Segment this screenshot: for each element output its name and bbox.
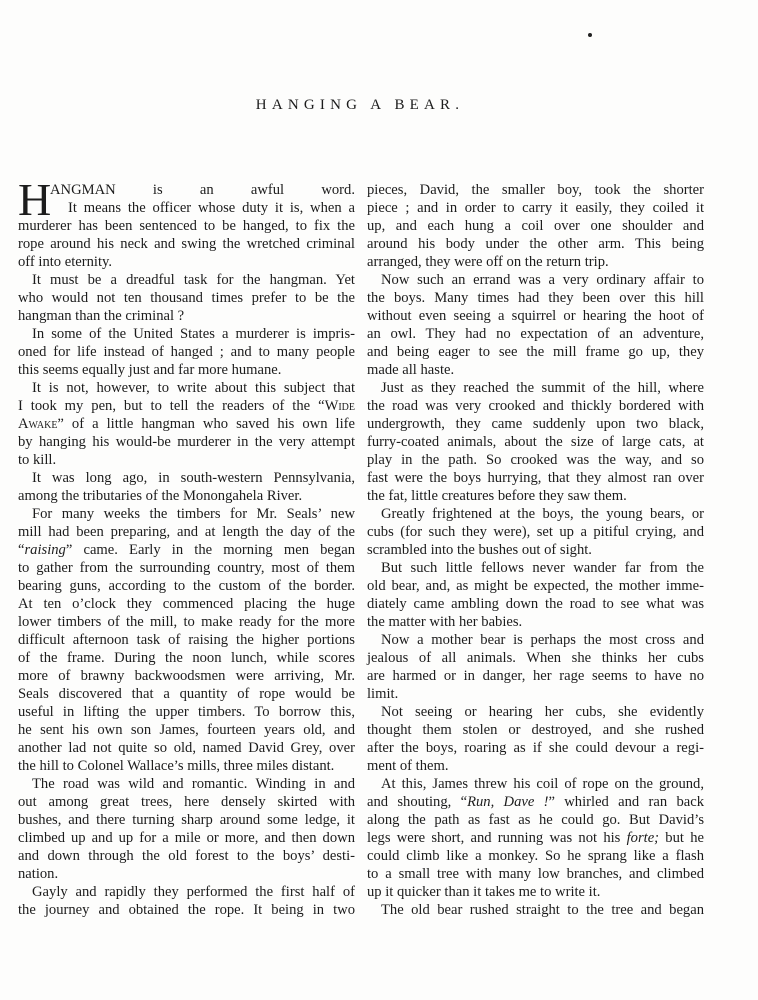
paragraph [367,271,704,379]
text-line: scrambled into the bushes out of sight. [367,542,592,558]
text-line: an owl. They had no expectation of an adventure, [367,326,704,342]
text-line: furry-coated animals, about the size of large cats, at [367,434,704,450]
text-line: oned for life instead of hanged ; and to many people [18,344,355,360]
text-line: arranged, they were off on the return trip. [367,254,609,270]
text-line: In some of the United States a murderer is impris- [32,326,355,342]
text-line: Seals discovered that a quantity of rope would be [18,686,355,702]
text-line: ment of them. [367,758,449,774]
text-line: of the frame. During the noon lunch, while scores [18,650,355,666]
text-line: The road was wild and romantic. Winding in and [32,776,355,792]
text-line: and down through the old forest to the boys’ desti- [18,848,355,864]
text-line [367,829,704,847]
text-line: up it quicker than it takes me to write it. [367,884,601,900]
text-line: Just as they reached the summit of the hill, where [381,380,704,396]
text-line: For many weeks the timbers for Mr. Seals’ new [32,506,355,522]
text-line: more of brawny backwoodsmen were arriving, Mr. [18,668,355,684]
text-line: to gather from the surrounding country, most of them [18,560,355,576]
text-line: It means the officer whose duty it is, when a [68,200,355,216]
paragraph [18,325,355,379]
text-line: It was long ago, in south-western Pennsylvania, [32,470,355,486]
text-line: without even seeing a squirrel or hearing the hoot of [367,308,704,324]
text-line: this seems equally just and far more humane. [18,362,282,378]
paragraph [18,271,355,325]
article-title [0,97,720,114]
text-span: “ [18,542,25,558]
text-line: useful in lifting the upper timbers. To borrow this, [18,704,355,720]
paragraph [367,505,704,559]
text-line [18,541,355,559]
text-span: but he [659,830,704,846]
text-line: the road was very crooked and thickly bordered with [367,398,704,414]
paragraph [367,775,704,901]
text-line: the journey and obtained the rope. It being in two [18,902,355,918]
text-line: undergrowth, they came suddenly upon two black, [367,416,704,432]
text-line: Gayly and rapidly they performed the first half of [32,884,355,900]
paragraph [18,174,355,271]
text-line: and being eager to see the mill frame go up, they [367,344,704,360]
text-line: old bear, and, as might be expected, the mother imme- [367,578,704,594]
text-line: mill had been preparing, and at length the day of the [18,524,355,540]
text-line: rope around his neck and swing the wretched criminal [18,236,355,252]
text-line: could climb like a monkey. So he sprang like a flash [367,848,704,864]
small-caps-text: Awake [18,416,58,432]
text-line: diately came ambling down the road to see what was [367,596,704,612]
text-line [18,415,355,433]
text-span: ” whirled and ran back [548,794,704,810]
paragraph [367,379,704,505]
text-line: to a small tree with many low branches, and climbed [367,866,704,882]
text-line: hangman than the criminal ? [18,308,185,324]
text-line: Greatly frightened at the boys, the young bears, or [381,506,704,522]
text-line: pieces, David, the smaller boy, took the shorter [367,182,704,198]
paragraph [367,559,704,631]
text-line: But such little fellows never wander far from the [381,560,704,576]
text-line: piece ; and in order to carry it easily, they coiled it [367,200,704,216]
text-line: along the path as fast as he could go. But David’s [367,812,704,828]
text-line: after the boys, roaring as if she could devour a regi- [367,740,704,756]
italic-text: raising [24,542,66,558]
text-line: bushes, and there turning sharp around some ledge, it [18,812,355,828]
text-span: I took my pen, but to tell the readers of the “ [18,398,325,414]
paragraph [18,505,355,775]
text-span: ” came. Early in the morning men began [65,542,355,558]
text-line: the boys. Many times had they been over this hill [367,290,704,306]
text-line: who would not ten thousand times prefer to be the [18,290,355,306]
text-line: climbed up and up for a mile or more, and then down [18,830,355,846]
text-span: legs were short, and running was not his [367,830,627,846]
text-line: he sent his own son James, fourteen years old, and [18,722,355,738]
ink-speck [588,33,592,37]
text-line: the hill to Colonel Wallace’s mills, three miles distant. [18,758,335,774]
text-line: are harmed or in danger, her rage seems to have no [367,668,704,684]
text-line: Now such an errand was a very ordinary affair to [381,272,704,288]
paragraph [367,631,704,703]
text-line: The old bear rushed straight to the tree and began [381,902,704,918]
text-line: bearing guns, according to the custom of the border. [18,578,355,594]
text-line: another lad not quite so old, named David Grey, over [18,740,355,756]
italic-text: Run, Dave ! [467,794,549,810]
text-line: At ten o’clock they commenced placing the huge [18,596,355,612]
text-line [18,397,355,415]
text-line: thought them stolen or destroyed, and she rushed [367,722,704,738]
paragraph [367,901,704,919]
text-line: cubs (for such they were), set up a pitiful crying, and [367,524,704,540]
text-line: lower timbers of the mill, to make ready for the more [18,614,355,630]
text-line: Now a mother bear is perhaps the most cross and [381,632,704,648]
text-span: and shouting, “ [367,794,468,810]
text-line: off into eternity. [18,254,113,270]
article-title-text: HANGING A BEAR. [255,97,465,113]
text-line: play in the path. So crooked was the way, and so [367,452,704,468]
paragraph [18,469,355,505]
text-line: out among great trees, here densely skirted with [18,794,355,810]
text-line: the fat, little creatures before they saw them. [367,488,627,504]
small-caps-text: Wide [324,398,355,414]
text-line: It is not, however, to write about this subject that [32,380,355,396]
text-line: among the tributaries of the Monongahela River. [18,488,303,504]
paragraph [18,775,355,883]
text-line: by hanging his would-be murderer in the very attempt [18,434,355,450]
drop-cap: H [18,174,52,225]
text-line: around his body under the other arm. This being [367,236,704,252]
left-column [18,174,355,919]
text-line: the matter with her babies. [367,614,523,630]
italic-text: forte; [626,830,660,846]
text-line: fast were the boys hurrying, that they almost ran over [367,470,704,486]
text-line: ANGMAN is an awful word. [50,182,355,198]
text-line: It must be a dreadful task for the hangman. Yet [32,272,355,288]
paragraph [18,379,355,469]
text-line: jealous of all animals. When she thinks her cubs [367,650,704,666]
text-line: nation. [18,866,59,882]
text-line [367,793,704,811]
text-line: made all haste. [367,362,455,378]
paragraph [367,703,704,775]
text-span: ” of a little hangman who saved his own life [57,416,355,432]
paragraph [367,181,704,271]
paragraph [18,883,355,919]
text-line: limit. [367,686,399,702]
text-line: difficult afternoon task of raising the higher portions [18,632,355,648]
right-column [367,181,704,919]
text-line: to kill. [18,452,57,468]
text-line: Not seeing or hearing her cubs, she evidently [381,704,704,720]
text-line: murderer has been sentenced to be hanged, to fix the [18,218,355,234]
text-line: up, and each hung a coil over one shoulder and [367,218,704,234]
text-line: At this, James threw his coil of rope on the ground, [381,776,704,792]
